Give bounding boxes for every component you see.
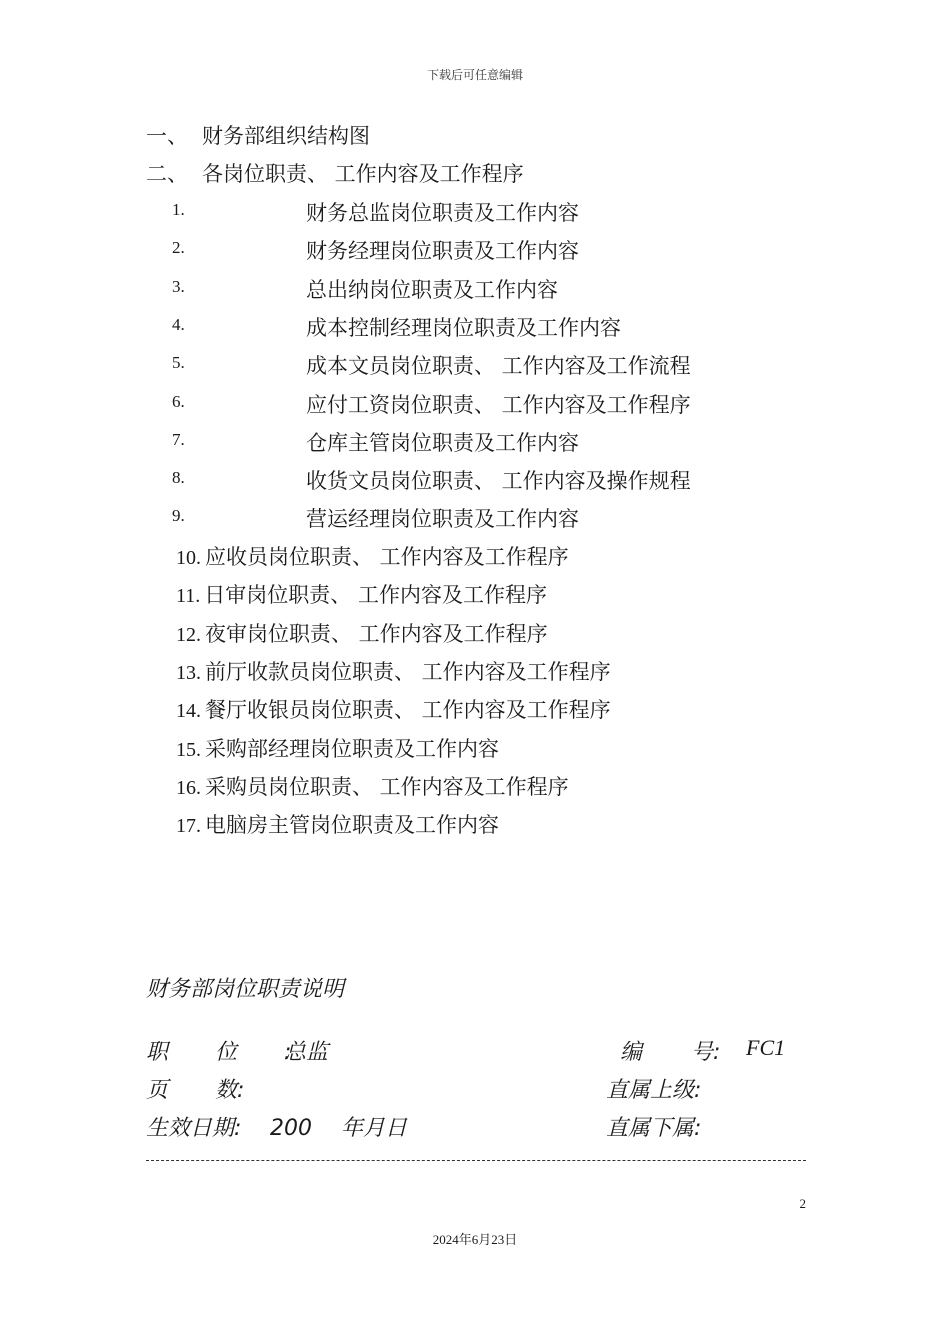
position-value: 总监: [284, 1040, 329, 1065]
toc-item: [176, 694, 611, 724]
toc-item: [176, 771, 569, 801]
section-number: 二、: [146, 162, 188, 186]
page-footer-date: 2024年6月23日: [432, 1232, 518, 1247]
toc-item-number: 9.: [172, 506, 185, 526]
toc-item-number: 14.: [176, 700, 201, 723]
toc-item-number: 7.: [172, 429, 185, 449]
effective-date-label: 生效日期:: [146, 1116, 242, 1141]
toc-item: [176, 541, 569, 571]
section-2: [146, 158, 524, 188]
position-label: 职 位 :: [146, 1040, 292, 1065]
toc-item-number: 17.: [176, 815, 201, 838]
section-1: [146, 120, 370, 150]
superior-label: 直属上级:: [606, 1078, 702, 1103]
section-title: 财务部组织结构图: [202, 124, 370, 148]
toc-item-title: 采购部经理岗位职责及工作内容: [205, 736, 499, 761]
toc-item-number: 8.: [172, 468, 185, 488]
toc-item-title: 成本控制经理岗位职责及工作内容: [306, 315, 621, 340]
toc-item-title: 仓库主管岗位职责及工作内容: [306, 430, 579, 455]
toc-item-title: 总出纳岗位职责及工作内容: [306, 277, 558, 302]
subordinate-label: 直属下属:: [606, 1116, 702, 1141]
toc-item-title: 电脑房主管岗位职责及工作内容: [205, 813, 499, 838]
toc-item-number: 10.: [176, 547, 201, 569]
toc-item-title: 收货文员岗位职责、 工作内容及操作规程: [306, 469, 691, 494]
toc-item-number: 5.: [172, 353, 185, 373]
toc-item-title: 财务总监岗位职责及工作内容: [306, 201, 579, 225]
toc-item-number: 2.: [172, 238, 185, 258]
toc-item-title: 成本文员岗位职责、 工作内容及工作流程: [306, 354, 691, 379]
pages-label: 页 数:: [146, 1078, 245, 1103]
toc-item: [176, 733, 499, 763]
section-title: 各岗位职责、 工作内容及工作程序: [202, 162, 524, 186]
divider-line: [146, 1160, 806, 1161]
toc-item-title: 前厅收款员岗位职责、 工作内容及工作程序: [205, 659, 611, 684]
page-header: 下载后可任意编辑: [426, 68, 523, 82]
toc-item-title: 餐厅收银员岗位职责、 工作内容及工作程序: [205, 698, 611, 723]
code-value: FC1: [746, 1035, 786, 1060]
section-number: 一、: [146, 124, 188, 148]
code-label: 编 号:: [620, 1040, 721, 1065]
toc-item-number: 15.: [176, 738, 201, 761]
toc-item: [176, 579, 547, 609]
toc-item-number: 4.: [172, 314, 185, 334]
toc-item-title: 财务经理岗位职责及工作内容: [306, 239, 579, 264]
toc-item-number: 16.: [176, 776, 201, 799]
toc-item: [176, 809, 499, 839]
toc-item: [176, 656, 611, 686]
toc-item-title: 夜审岗位职责、 工作内容及工作程序: [205, 621, 548, 646]
toc-item-title: 应付工资岗位职责、 工作内容及工作程序: [306, 392, 691, 417]
toc-item-title: 日审岗位职责、 工作内容及工作程序: [204, 583, 547, 608]
toc-item-number: 13.: [176, 661, 201, 684]
toc-item-number: 11.: [176, 585, 201, 608]
toc-item-number: 6.: [172, 391, 185, 411]
toc-item-number: 1.: [172, 200, 185, 219]
effective-date-value: 200 年月日: [270, 1116, 407, 1141]
toc-item-title: 采购员岗位职责、 工作内容及工作程序: [205, 774, 569, 799]
toc-item: [176, 618, 548, 648]
page-number: 2: [799, 1196, 806, 1211]
toc-item-title: 应收员岗位职责、 工作内容及工作程序: [205, 545, 569, 569]
toc-item-number: 12.: [176, 623, 201, 646]
toc-item-number: 3.: [172, 276, 185, 296]
document-title: 财务部岗位职责说明: [146, 977, 345, 1002]
toc-item-title: 营运经理岗位职责及工作内容: [306, 507, 579, 532]
